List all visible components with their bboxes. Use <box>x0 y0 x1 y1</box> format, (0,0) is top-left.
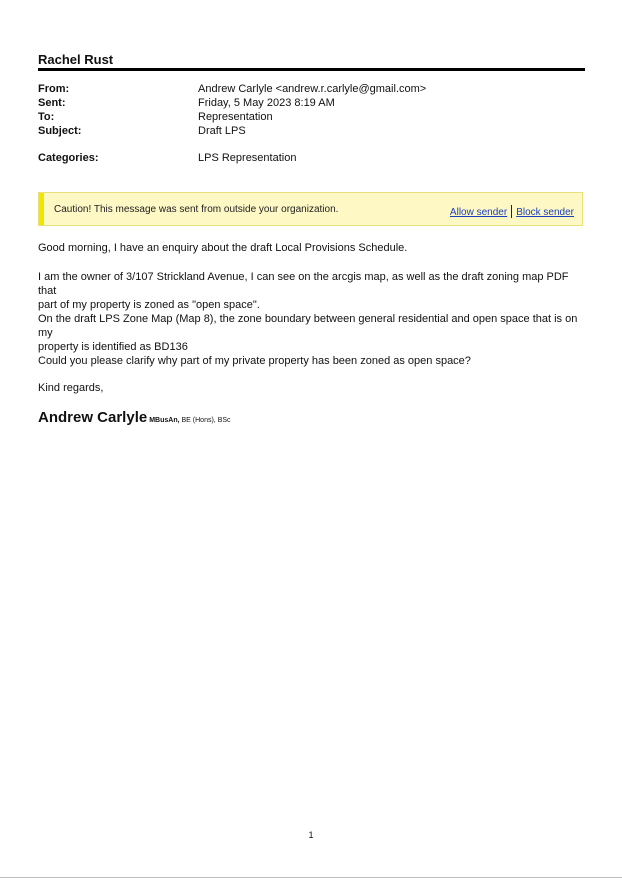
body-paragraph-4: Could you please clarify why part of my private property has been zoned as open space? <box>38 355 471 367</box>
body-paragraph-3-line-1: On the draft LPS Zone Map (Map 8), the zone boundary between general residential and open space that is on my <box>38 313 578 339</box>
signature-qual-secondary: BE (Hons), BSc <box>181 417 231 424</box>
from-value: Andrew Carlyle <andrew.r.carlyle@gmail.com> <box>198 83 427 95</box>
body-paragraph-2-line-1: I am the owner of 3/107 Strickland Avenue, I can see on the arcgis map, as well as the draft zoning map PDF that <box>38 271 569 297</box>
header-divider <box>38 68 585 71</box>
subject-value: Draft LPS <box>198 125 246 137</box>
categories-label: Categories: <box>38 152 99 164</box>
link-separator <box>511 205 512 218</box>
body-paragraph-3 <box>38 312 585 354</box>
to-value: Representation <box>198 111 273 123</box>
warning-text: Caution! This message was sent from outside your organization. <box>54 204 339 215</box>
categories-value: LPS Representation <box>198 152 297 164</box>
block-sender-link[interactable]: Block sender <box>516 207 574 218</box>
to-label: To: <box>38 111 55 123</box>
allow-sender-link[interactable]: Allow sender <box>449 207 508 218</box>
signature-name: Andrew Carlyle <box>38 409 148 426</box>
warning-accent-bar <box>39 193 44 225</box>
from-label: From: <box>38 83 70 95</box>
body-paragraph-2 <box>38 270 585 312</box>
body-paragraph-3-line-2: property is identified as BD136 <box>38 341 188 353</box>
mailbox-owner-name: Rachel Rust <box>38 52 114 67</box>
signature-qual-primary: MBusAn, <box>149 417 180 424</box>
subject-label: Subject: <box>38 125 82 137</box>
external-sender-warning <box>38 192 583 226</box>
closing-line: Kind regards, <box>38 382 104 394</box>
sent-label: Sent: <box>38 97 66 109</box>
body-paragraph-1: Good morning, I have an enquiry about the draft Local Provisions Schedule. <box>38 242 408 254</box>
sent-value: Friday, 5 May 2023 8:19 AM <box>198 97 335 109</box>
email-signature <box>38 409 231 427</box>
body-paragraph-2-line-2: part of my property is zoned as "open space". <box>38 299 260 311</box>
sender-actions <box>450 205 574 218</box>
page-number: 1 <box>308 830 314 840</box>
signature-qualifications <box>149 417 230 424</box>
page-bottom-edge <box>0 877 622 878</box>
